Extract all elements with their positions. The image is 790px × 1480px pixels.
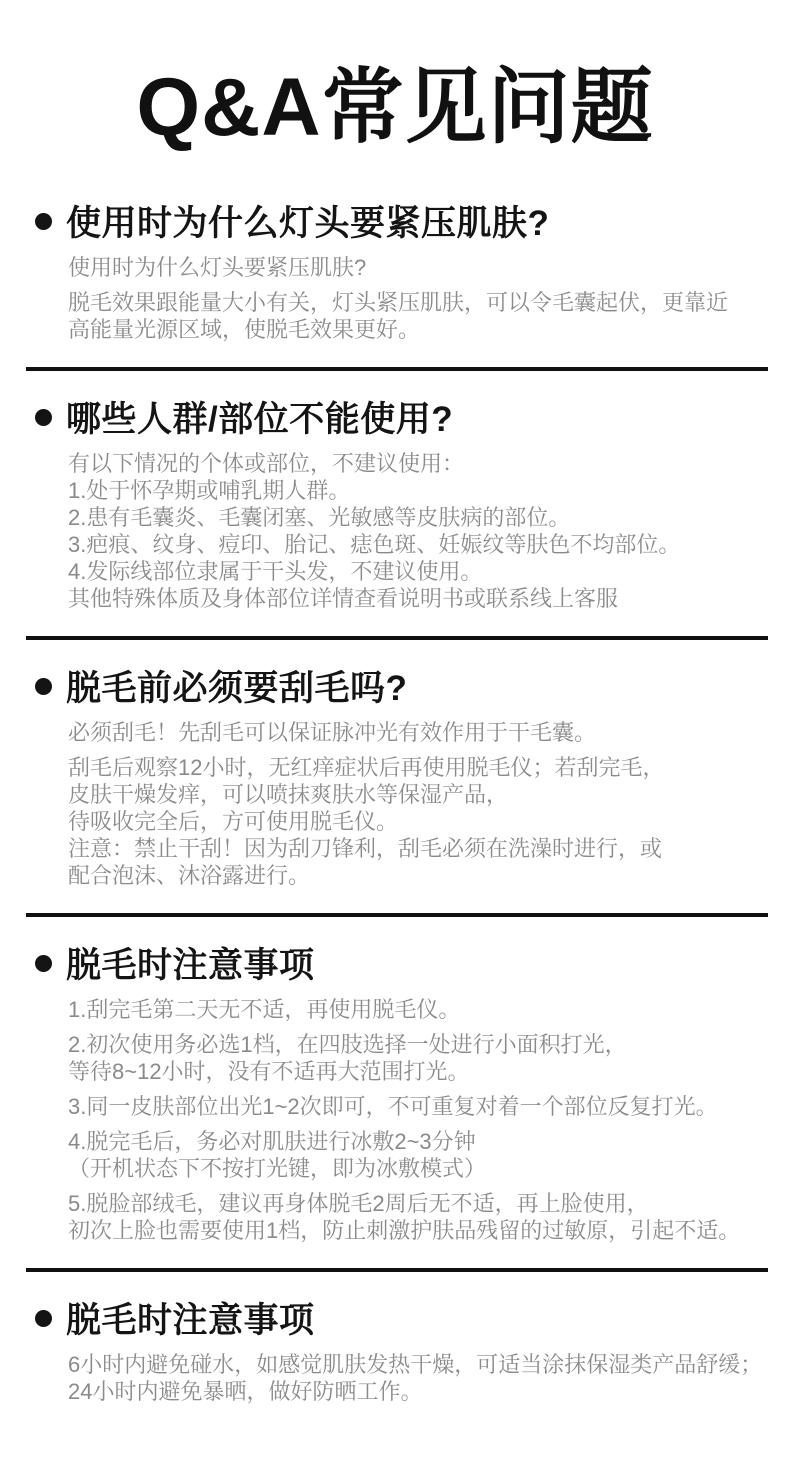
answer-paragraph xyxy=(68,450,756,612)
answer-paragraph xyxy=(68,754,756,889)
answer-line: 待吸收完全后，方可使用脱毛仪。 xyxy=(68,809,399,834)
question-heading-3 xyxy=(0,665,790,707)
answer-paragraph xyxy=(68,254,756,281)
answer-line: 刮毛后观察12小时，无红痒症状后再使用脱毛仪；若刮完毛， xyxy=(68,755,665,780)
answer-paragraph xyxy=(68,289,756,343)
answer-line: 脱毛效果跟能量大小有关，灯头紧压肌肤，可以令毛囊起伏，更靠近 xyxy=(68,290,729,315)
answer-line: 4.发际线部位隶属于干头发，不建议使用。 xyxy=(68,559,483,584)
answer-line: 有以下情况的个体或部位，不建议使用： xyxy=(68,451,465,476)
answer-line: 使用时为什么灯头要紧压肌肤? xyxy=(68,255,367,280)
question-heading-2 xyxy=(0,396,790,438)
faq-section-2 xyxy=(0,396,790,612)
faq-section-3 xyxy=(0,665,790,889)
question-heading-text: 脱毛时注意事项 xyxy=(66,946,315,985)
question-heading-5 xyxy=(0,1297,790,1339)
answer-body-5 xyxy=(0,1351,790,1405)
question-heading-1 xyxy=(0,200,790,242)
answer-line: 3.同一皮肤部位出光1~2次即可，不可重复对着一个部位反复打光。 xyxy=(68,1094,718,1119)
page-title: Q&A常见问题 xyxy=(136,62,654,153)
answer-line: （开机状态下不按打光键，即为冰敷模式） xyxy=(68,1156,487,1181)
answer-paragraph xyxy=(68,996,756,1023)
answer-line: 1.处于怀孕期或哺乳期人群。 xyxy=(68,478,351,503)
question-heading-4 xyxy=(0,942,790,984)
answer-line: 24小时内避免暴晒，做好防晒工作。 xyxy=(68,1379,423,1404)
question-heading-text: 脱毛前必须要刮毛吗? xyxy=(66,669,408,708)
answer-line: 2.患有毛囊炎、毛囊闭塞、光敏感等皮肤病的部位。 xyxy=(68,505,571,530)
answer-line: 其他特殊体质及身体部位详情查看说明书或联系线上客服 xyxy=(68,586,619,611)
section-divider xyxy=(26,913,768,917)
question-heading-text: 使用时为什么灯头要紧压肌肤? xyxy=(66,204,550,243)
section-divider xyxy=(26,636,768,640)
answer-paragraph xyxy=(68,1093,756,1120)
answer-line: 2.初次使用务必选1档，在四肢选择一处进行小面积打光， xyxy=(68,1032,627,1057)
answer-line: 配合泡沫、沐浴露进行。 xyxy=(68,863,311,888)
bullet-icon xyxy=(35,409,52,426)
answer-line: 注意：禁止干刮！因为刮刀锋利，刮毛必须在洗澡时进行，或 xyxy=(68,836,663,861)
bullet-icon xyxy=(35,1310,52,1327)
bullet-icon xyxy=(35,213,52,230)
answer-line: 必须刮毛！先刮毛可以保证脉冲光有效作用于干毛囊。 xyxy=(68,720,597,745)
answer-paragraph xyxy=(68,1351,763,1405)
answer-paragraph xyxy=(68,719,756,746)
answer-line: 初次上脸也需要使用1档，防止刺激护肤品残留的过敏原，引起不适。 xyxy=(68,1218,741,1243)
answer-body-1 xyxy=(0,254,790,343)
section-divider xyxy=(26,1268,768,1272)
question-heading-text: 脱毛时注意事项 xyxy=(66,1301,315,1340)
faq-section-5 xyxy=(0,1297,790,1405)
question-heading-text: 哪些人群/部位不能使用? xyxy=(66,400,454,439)
answer-body-4 xyxy=(0,996,790,1244)
bullet-icon xyxy=(35,678,52,695)
faq-section-1 xyxy=(0,200,790,343)
answer-line: 高能量光源区域，使脱毛效果更好。 xyxy=(68,317,421,342)
answer-paragraph xyxy=(68,1031,756,1085)
answer-paragraph xyxy=(68,1128,756,1182)
answer-line: 3.疤痕、纹身、痘印、胎记、痣色斑、妊娠纹等肤色不均部位。 xyxy=(68,532,681,557)
section-divider xyxy=(26,367,768,371)
answer-body-3 xyxy=(0,719,790,889)
answer-line: 1.刮完毛第二天无不适，再使用脱毛仪。 xyxy=(68,997,461,1022)
answer-line: 等待8~12小时，没有不适再大范围打光。 xyxy=(68,1059,470,1084)
answer-line: 4.脱完毛后，务必对肌肤进行冰敷2~3分钟 xyxy=(68,1129,476,1154)
answer-body-2 xyxy=(0,450,790,612)
faq-section-4 xyxy=(0,942,790,1244)
answer-line: 6小时内避免碰水，如感觉肌肤发热干燥，可适当涂抹保湿类产品舒缓； xyxy=(68,1352,763,1377)
answer-line: 皮肤干燥发痒，可以喷抹爽肤水等保湿产品， xyxy=(68,782,509,807)
bullet-icon xyxy=(35,955,52,972)
answer-paragraph xyxy=(68,1190,756,1244)
answer-line: 5.脱脸部绒毛，建议再身体脱毛2周后无不适，再上脸使用， xyxy=(68,1191,649,1216)
